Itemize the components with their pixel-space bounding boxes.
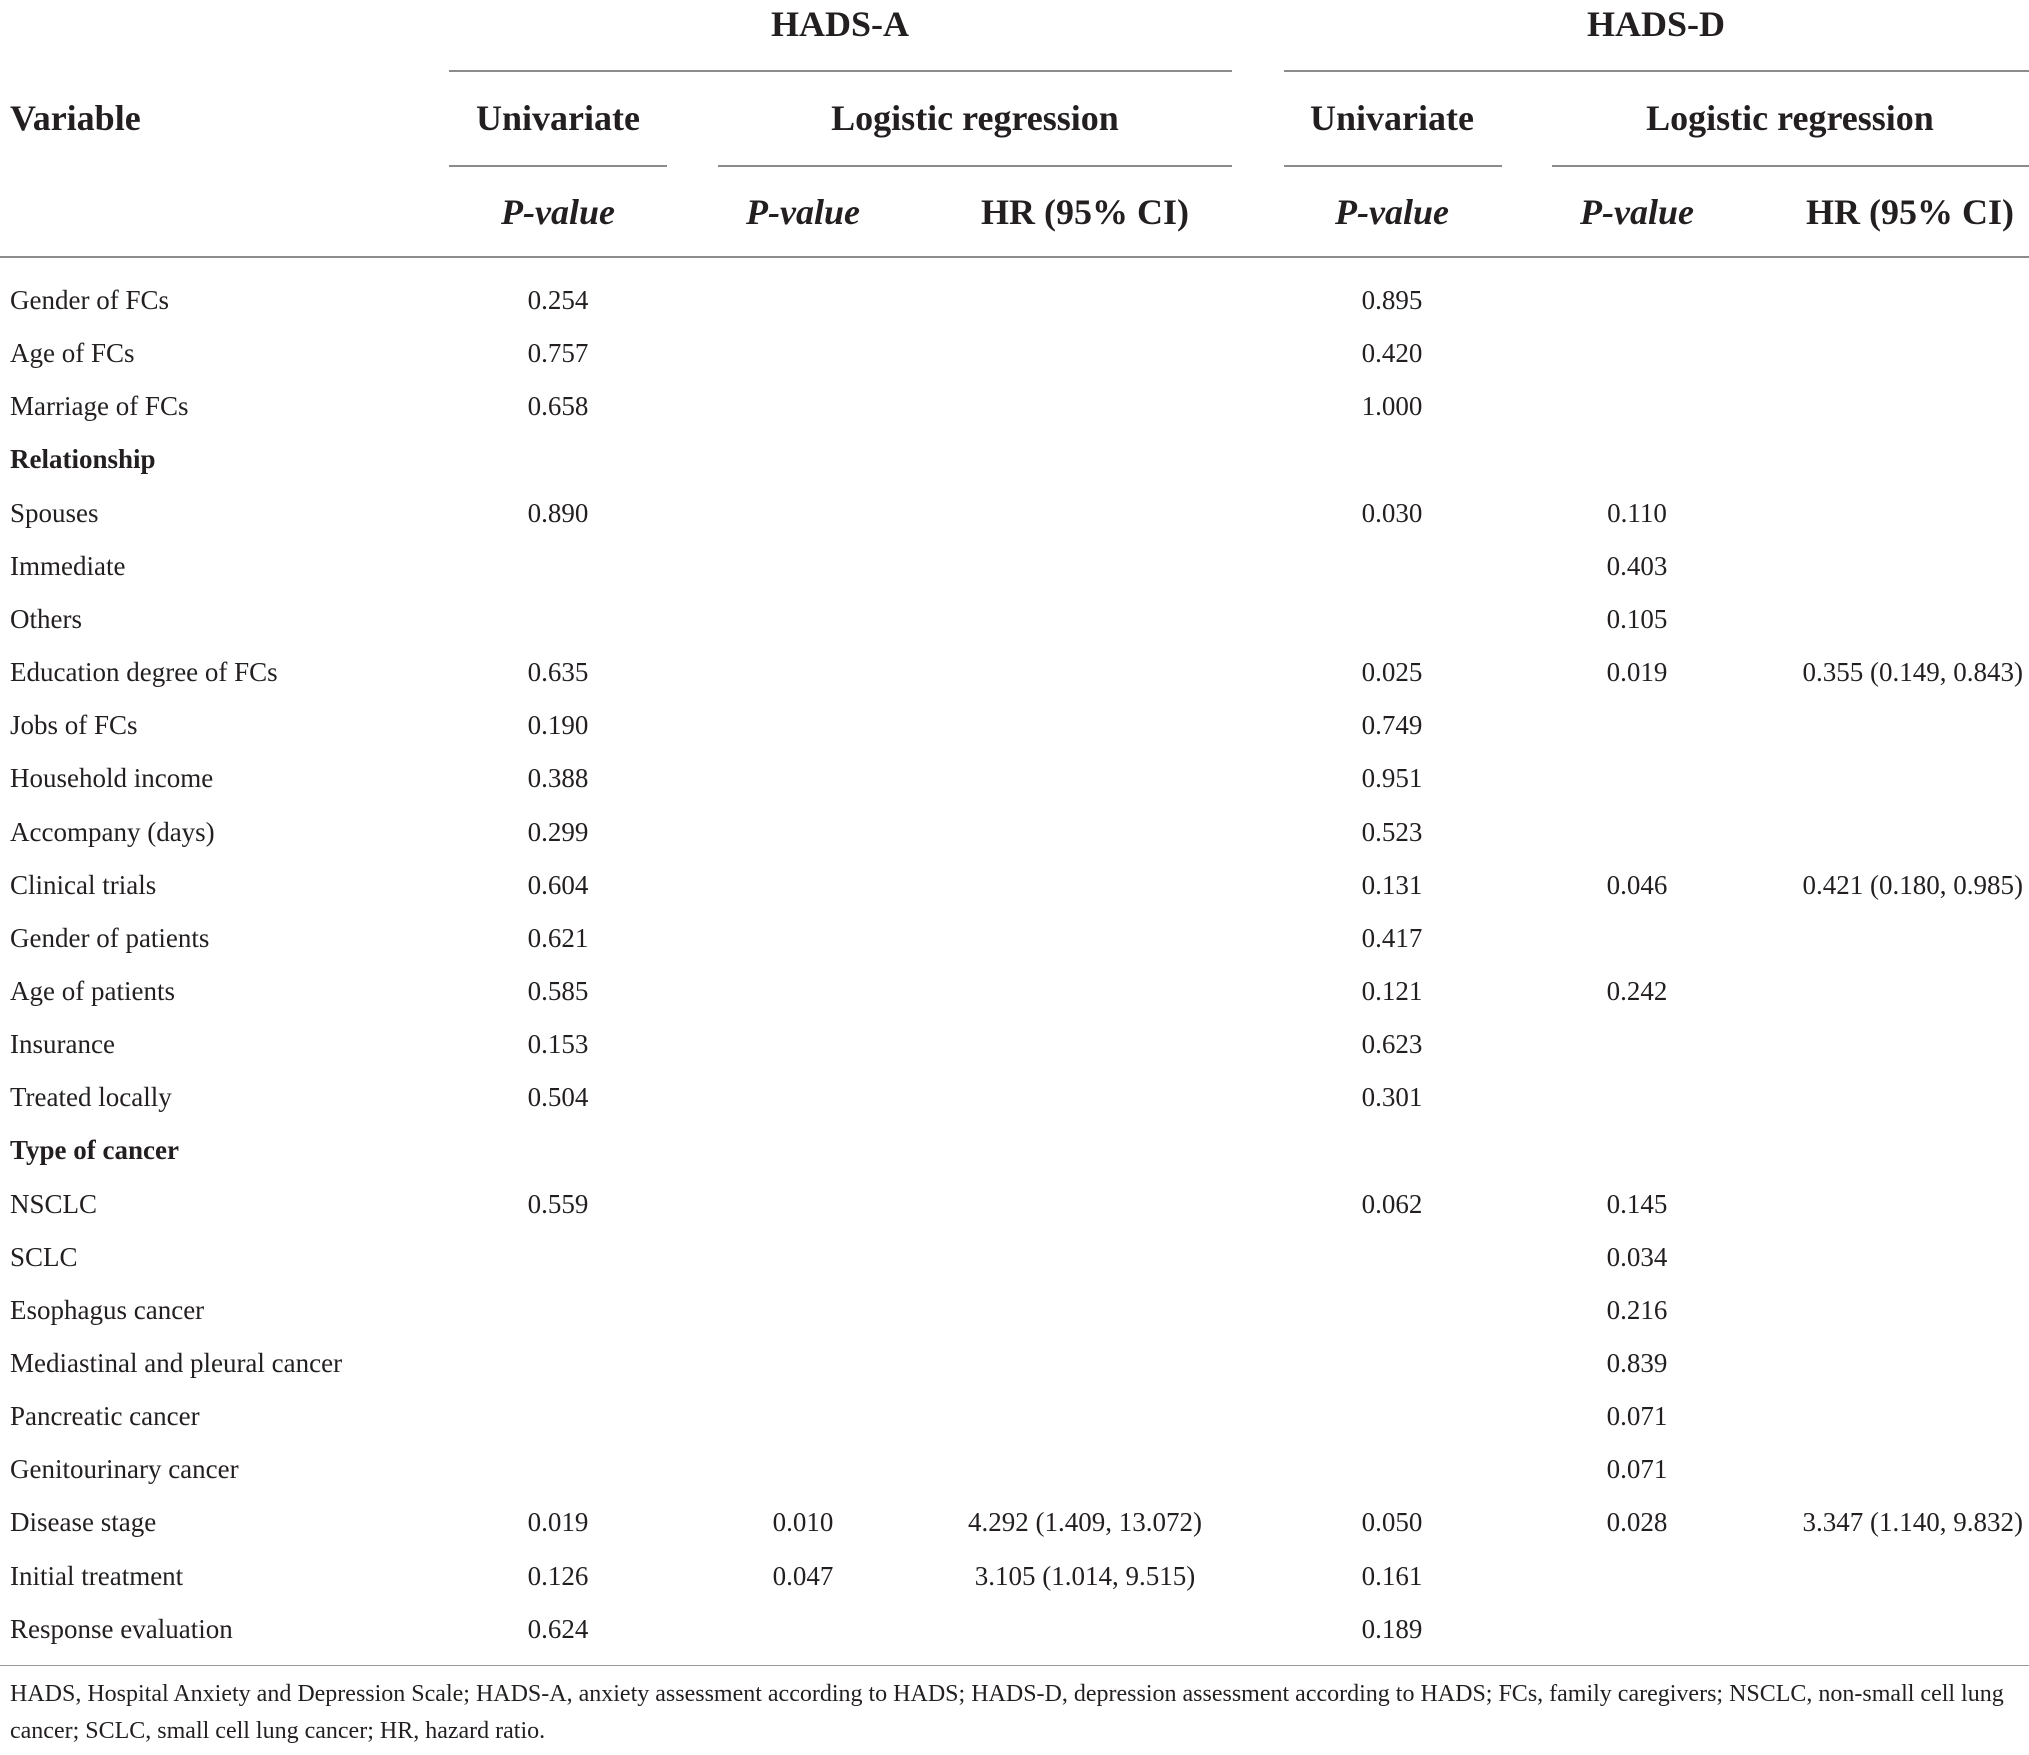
table-row [0, 699, 2029, 752]
variable-label: Clinical trials [10, 869, 157, 900]
hads-d-logistic-pvalue-cell: 0.019 [1606, 657, 1668, 688]
hads-a-univariate-pvalue-cell: 0.635 [527, 657, 589, 688]
table-row [0, 1178, 2029, 1231]
hads-a-univariate-pvalue-cell: 0.604 [527, 869, 589, 900]
variable-label: Age of FCs [10, 338, 135, 369]
variable-label: Initial treatment [10, 1560, 184, 1591]
hads-d-univariate-pvalue-cell: 0.523 [1361, 816, 1423, 847]
hads-d-logistic-pvalue-cell: 0.071 [1606, 1454, 1668, 1485]
hads-d-logistic-pvalue-cell: 0.403 [1606, 550, 1668, 581]
hads-a-logistic-pvalue-header: P-value [746, 192, 860, 232]
hads-d-logistic-pvalue-cell: 0.242 [1606, 975, 1668, 1006]
hads-d-univariate-pvalue-cell: 0.121 [1361, 975, 1423, 1006]
table-row [0, 380, 2029, 433]
variable-label: Age of patients [10, 975, 175, 1006]
table-row [0, 433, 2029, 486]
table-row [0, 274, 2029, 327]
hads-a-univariate-pvalue-cell: 0.559 [527, 1188, 589, 1219]
hads-d-univariate-pvalue-cell: 0.131 [1361, 869, 1423, 900]
table-row [0, 1231, 2029, 1284]
hads-a-univariate-pvalue-cell: 0.388 [527, 763, 589, 794]
variable-label: Accompany (days) [10, 816, 215, 847]
hads-a-univariate-pvalue-cell: 0.585 [527, 975, 589, 1006]
table-bottom-rule [0, 1665, 2029, 1666]
table-row [0, 327, 2029, 380]
variable-label: Education degree of FCs [10, 657, 278, 688]
hads-d-univariate-pvalue-cell: 0.030 [1361, 497, 1423, 528]
hads-d-univariate-pvalue-cell: 0.951 [1361, 763, 1423, 794]
table-row [0, 859, 2029, 912]
hads-a-univariate-pvalue-cell: 0.504 [527, 1082, 589, 1113]
section-label: Relationship [10, 444, 156, 475]
hads-d-logistic-pvalue-cell: 0.145 [1606, 1188, 1668, 1219]
hads-d-univariate-pvalue-cell: 0.749 [1361, 710, 1423, 741]
table-row [0, 752, 2029, 805]
hads-d-logistic-pvalue-cell: 0.028 [1606, 1507, 1668, 1538]
hads-a-univariate-pvalue-cell: 0.153 [527, 1029, 589, 1060]
variable-label: Gender of FCs [10, 285, 169, 315]
hads-a-logistic-header: Logistic regression [831, 98, 1119, 138]
hads-d-univariate-pvalue-cell: 0.161 [1361, 1560, 1423, 1591]
variable-label: Marriage of FCs [10, 391, 189, 422]
table-row [0, 593, 2029, 646]
hads-d-univariate-pvalue-cell: 0.189 [1361, 1613, 1423, 1644]
hads-d-univariate-pvalue-cell: 0.062 [1361, 1188, 1423, 1219]
table-row [0, 540, 2029, 593]
variable-label: SCLC [10, 1241, 78, 1272]
table-row [0, 1071, 2029, 1124]
hads-a-hr-cell: 4.292 (1.409, 13.072) [968, 1507, 1202, 1538]
variable-label: Jobs of FCs [10, 710, 138, 741]
hads-d-logistic-pvalue-cell: 0.105 [1606, 603, 1668, 634]
hads-d-logistic-pvalue-cell: 0.216 [1606, 1294, 1668, 1325]
group-header-hads-d: HADS-D [1586, 4, 1726, 44]
variable-label: Insurance [10, 1029, 115, 1060]
section-label: Type of cancer [10, 1135, 179, 1166]
hads-d-hr-cell: 3.347 (1.140, 9.832) [1802, 1507, 2023, 1538]
hads-d-univariate-pvalue-header: P-value [1335, 192, 1449, 232]
variable-label: NSCLC [10, 1188, 98, 1219]
hads-a-univariate-pvalue-cell: 0.757 [527, 338, 589, 369]
hads-d-univariate-pvalue-cell: 1.000 [1361, 391, 1423, 422]
hads-d-univariate-pvalue-cell: 0.050 [1361, 1507, 1423, 1538]
hads-a-univariate-pvalue-cell: 0.658 [527, 391, 589, 422]
hads-a-univariate-pvalue-cell: 0.624 [527, 1613, 589, 1644]
table-row [0, 1496, 2029, 1549]
variable-label: Others [10, 603, 82, 634]
table-row [0, 1603, 2029, 1656]
hads-d-univariate-header: Univariate [1310, 98, 1474, 138]
hads-a-univariate-pvalue-cell: 0.019 [527, 1507, 589, 1538]
hads-a-univariate-header: Univariate [476, 98, 640, 138]
variable-label: Genitourinary cancer [10, 1454, 239, 1485]
hads-d-univariate-pvalue-cell: 0.895 [1361, 285, 1423, 315]
hads-d-logistic-pvalue-cell: 0.071 [1606, 1401, 1668, 1432]
variable-label: Treated locally [10, 1082, 172, 1113]
table-row [0, 1443, 2029, 1496]
hads-d-hr-cell: 0.421 (0.180, 0.985) [1802, 869, 2023, 900]
variable-label: Immediate [10, 550, 126, 581]
variable-label: Response evaluation [10, 1613, 233, 1644]
variable-label: Gender of patients [10, 922, 210, 953]
variable-label: Household income [10, 763, 214, 794]
table-row [0, 1124, 2029, 1177]
hads-d-logistic-header: Logistic regression [1646, 98, 1934, 138]
hads-a-univariate-pvalue-header: P-value [501, 192, 615, 232]
hads-d-univariate-pvalue-cell: 0.420 [1361, 338, 1423, 369]
table-row [0, 912, 2029, 965]
variable-column-header: Variable [10, 98, 141, 138]
hads-a-univariate-pvalue-cell: 0.890 [527, 497, 589, 528]
table-row [0, 806, 2029, 859]
hads-a-univariate-pvalue-cell: 0.190 [527, 710, 589, 741]
hads-a-univariate-pvalue-cell: 0.126 [527, 1560, 589, 1591]
table-row [0, 1018, 2029, 1071]
table-row [0, 487, 2029, 540]
table-footnote: HADS, Hospital Anxiety and Depression Scale; HADS-A, anxiety assessment according to HADS; HADS-D, depression assessment according to HADS; FCs, family caregivers; NSCLC, non-small cell lung cancer; SCLC, small cell lung cancer; HR, hazard ratio. [10, 1681, 2004, 1744]
table-row [0, 1550, 2029, 1603]
table-row [0, 965, 2029, 1018]
variable-label: Mediastinal and pleural cancer [10, 1348, 343, 1378]
group-header-hads-a: HADS-A [770, 4, 910, 44]
table-row [0, 1390, 2029, 1443]
hads-d-univariate-pvalue-cell: 0.623 [1361, 1029, 1423, 1060]
hads-d-logistic-pvalue-cell: 0.034 [1606, 1241, 1668, 1272]
hads-d-hr-cell: 0.355 (0.149, 0.843) [1802, 657, 2023, 688]
hads-a-logistic-pvalue-cell: 0.047 [772, 1560, 834, 1591]
hads-a-univariate-pvalue-cell: 0.254 [527, 285, 589, 315]
hads-a-hr-cell: 3.105 (1.014, 9.515) [974, 1560, 1196, 1591]
hads-d-hr-header: HR (95% CI) [1806, 192, 2014, 232]
variable-label: Pancreatic cancer [10, 1401, 200, 1432]
hads-d-univariate-pvalue-cell: 0.417 [1361, 922, 1423, 953]
table-row [0, 1284, 2029, 1337]
hads-d-logistic-pvalue-header: P-value [1580, 192, 1694, 232]
hads-d-logistic-pvalue-cell: 0.046 [1606, 869, 1668, 900]
variable-label: Spouses [10, 497, 99, 528]
hads-a-hr-header: HR (95% CI) [981, 192, 1189, 232]
table-row [0, 646, 2029, 699]
hads-d-univariate-pvalue-cell: 0.301 [1361, 1082, 1423, 1113]
hads-d-logistic-pvalue-cell: 0.110 [1607, 497, 1667, 528]
table-row [0, 1337, 2029, 1390]
variable-label: Disease stage [10, 1507, 157, 1538]
hads-d-univariate-pvalue-cell: 0.025 [1361, 657, 1423, 688]
hads-a-univariate-pvalue-cell: 0.621 [527, 922, 589, 953]
variable-label: Esophagus cancer [10, 1294, 205, 1325]
hads-a-logistic-pvalue-cell: 0.010 [772, 1507, 834, 1538]
hads-d-logistic-pvalue-cell: 0.839 [1606, 1348, 1668, 1378]
hads-a-univariate-pvalue-cell: 0.299 [527, 816, 589, 847]
